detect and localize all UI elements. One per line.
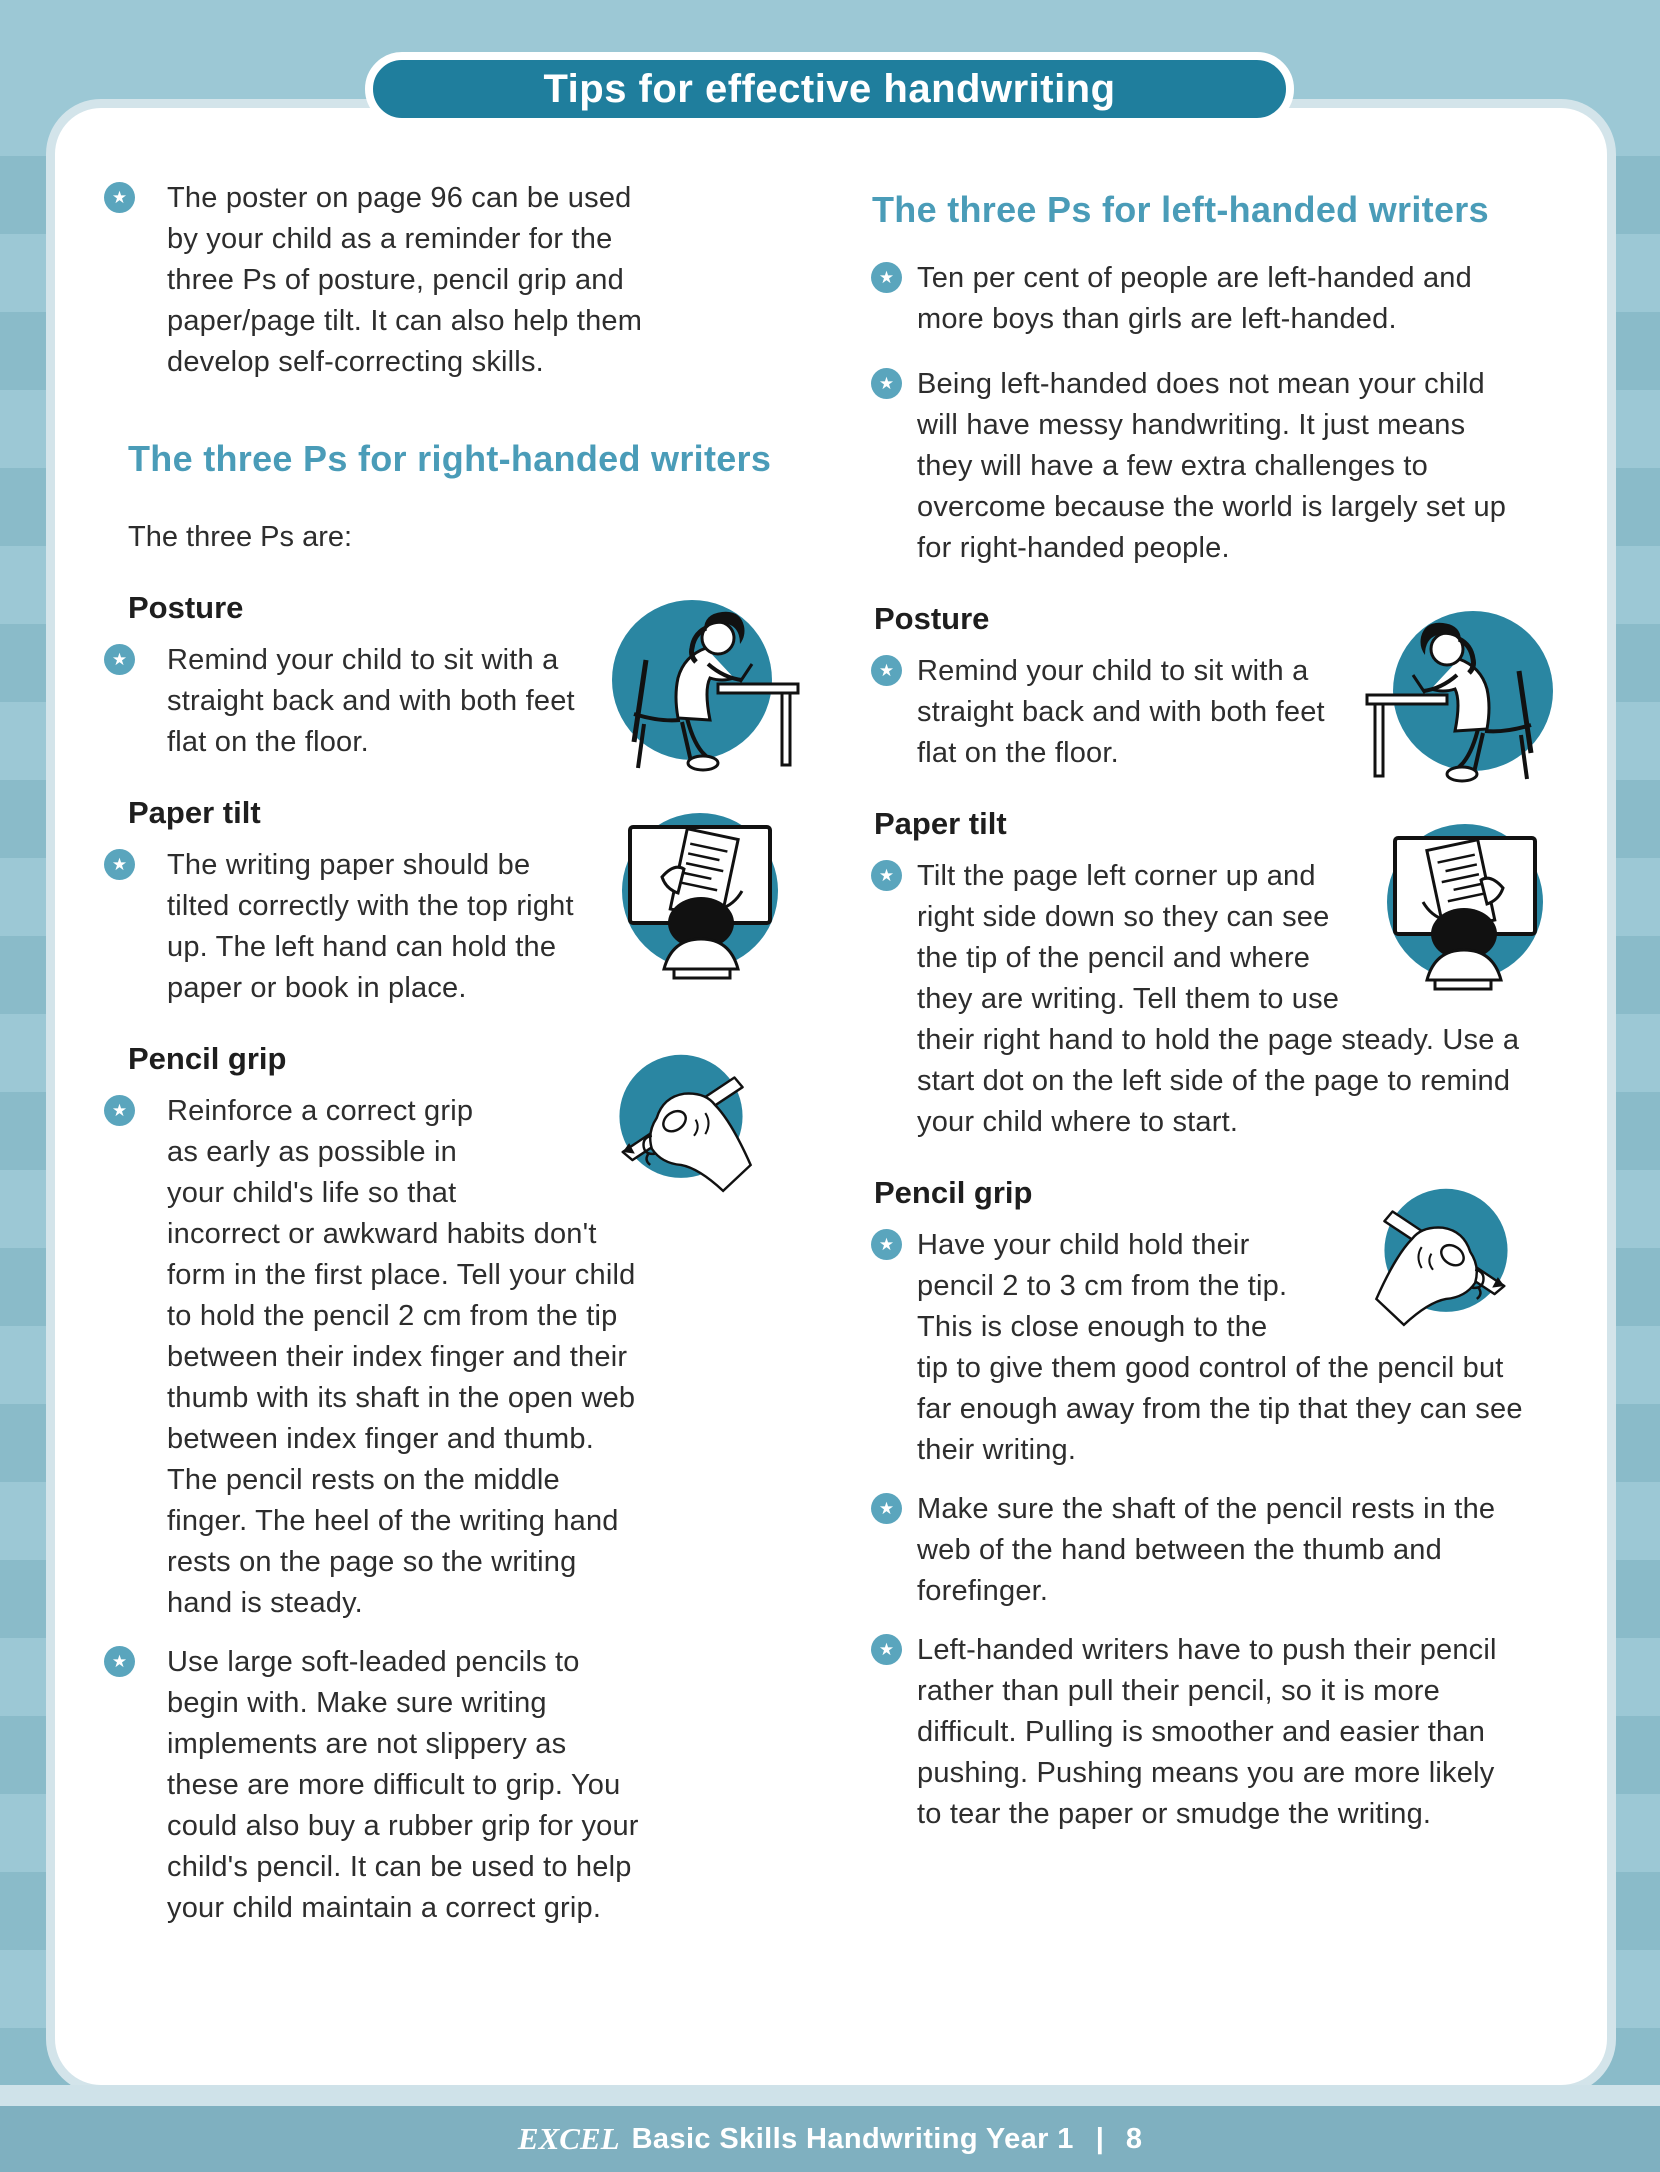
bullet-text: Ten per cent of people are left-handed and more boys than girls are left-handed. xyxy=(917,262,1472,335)
bullet-item xyxy=(865,856,1580,1143)
star-bullet-icon: ★ xyxy=(871,1229,902,1260)
subsection-pencil-grip xyxy=(95,1039,795,1929)
bullet-item xyxy=(865,258,1580,340)
subsection-pencil-grip xyxy=(865,1173,1580,1835)
subsection-posture xyxy=(865,599,1580,774)
star-bullet-icon: ★ xyxy=(104,182,135,213)
brand-name: EXCEL xyxy=(517,2121,620,2156)
lead-in-text: The three Ps are: xyxy=(128,521,353,553)
subsection-heading: Posture xyxy=(128,590,244,625)
subsection-heading: Posture xyxy=(874,601,990,636)
footer-separator: | xyxy=(1095,2122,1104,2155)
bullet-text: Have your child hold their pencil 2 to 3 cm from the tip. This is close enough to the tip to give them good control of the pencil but far enough away from the tip that they can see their writing. xyxy=(917,1229,1523,1466)
subsection-heading: Pencil grip xyxy=(128,1041,287,1076)
footer-band xyxy=(0,2106,1660,2172)
title-banner xyxy=(365,52,1294,126)
star-bullet-icon: ★ xyxy=(104,1646,135,1677)
bullet-text: Remind your child to sit with a straight back and with both feet flat on the floor. xyxy=(917,655,1325,769)
bullet-item xyxy=(865,1489,1580,1612)
section-heading-left-handed: The three Ps for left-handed writers xyxy=(872,189,1489,230)
bullet-item xyxy=(865,1630,1580,1835)
star-bullet-icon: ★ xyxy=(871,262,902,293)
bullet-text: Left-handed writers have to push their pencil rather than pull their pencil, so it is more difficult. Pulling is smoother and easier than pushing. Pushing means you are more likely to tear the paper or smudge the writing. xyxy=(917,1634,1497,1830)
bullet-text: The poster on page 96 can be used by your child as a reminder for the three Ps of posture, pencil grip and paper/page tilt. It can also help them develop self-correcting skills. xyxy=(167,182,643,378)
bullet-item xyxy=(865,364,1580,569)
series-title: Basic Skills Handwriting Year 1 xyxy=(631,2122,1074,2155)
bullet-item xyxy=(865,651,1580,774)
bullet-item xyxy=(95,845,795,1009)
left-column xyxy=(95,178,795,1947)
star-bullet-icon: ★ xyxy=(104,1095,135,1126)
star-bullet-icon: ★ xyxy=(871,1634,902,1665)
bullet-text: The writing paper should be tilted correctly with the top right up. The left hand can hold the paper or book in place. xyxy=(167,849,574,1004)
page-title: Tips for effective handwriting xyxy=(543,66,1116,111)
section-heading-right-handed: The three Ps for right-handed writers xyxy=(128,438,772,479)
subsection-paper-tilt xyxy=(865,804,1580,1143)
bullet-item xyxy=(95,1091,795,1624)
star-bullet-icon: ★ xyxy=(871,655,902,686)
subsection-heading: Pencil grip xyxy=(874,1175,1033,1210)
subsection-paper-tilt xyxy=(95,793,795,1009)
subsection-heading: Paper tilt xyxy=(874,806,1007,841)
bullet-text: Tilt the page left corner up and right side down so they can see the tip of the pencil and where they are writing. Tell them to use their right hand to hold the page steady. Use a start dot on the left side of the page to remind your child where to start. xyxy=(917,860,1520,1138)
subsection-heading: Paper tilt xyxy=(128,795,261,830)
bullet-text: Being left-handed does not mean your child will have messy handwriting. It just means they will have a few extra challenges to overcome because the world is largely set up for right-handed people. xyxy=(917,368,1507,564)
subsection-posture xyxy=(95,588,795,763)
left-handed-intro xyxy=(865,258,1580,569)
star-bullet-icon: ★ xyxy=(104,849,135,880)
bullet-item xyxy=(95,640,795,763)
bullet-text: Use large soft-leaded pencils to begin with. Make sure writing implements are not slippery as these are more difficult to grip. You could also buy a rubber grip for your child's pencil. It can be used to help your child maintain a correct grip. xyxy=(167,1646,639,1924)
bullet-item xyxy=(865,1225,1580,1471)
star-bullet-icon: ★ xyxy=(871,1493,902,1524)
star-bullet-icon: ★ xyxy=(104,644,135,675)
bullet-text: Make sure the shaft of the pencil rests in the web of the hand between the thumb and forefinger. xyxy=(917,1493,1496,1607)
bullet-text: Remind your child to sit with a straight back and with both feet flat on the floor. xyxy=(167,644,575,758)
page-number: 8 xyxy=(1125,2122,1143,2155)
star-bullet-icon: ★ xyxy=(871,860,902,891)
star-bullet-icon: ★ xyxy=(871,368,902,399)
footer-divider xyxy=(0,2085,1660,2106)
right-column xyxy=(865,186,1580,1853)
bullet-item xyxy=(95,178,795,383)
bullet-text: Reinforce a correct grip as early as possible in your child's life so that incorrect or awkward habits don't form in the first place. Tell your child to hold the pencil 2 cm from the tip between their index finger and their thumb with its shaft in the open web between index finger and thumb. The pencil rests on the middle finger. The heel of the writing hand rests on the page so the writing hand is steady. xyxy=(167,1095,636,1619)
bullet-item xyxy=(95,1642,795,1929)
